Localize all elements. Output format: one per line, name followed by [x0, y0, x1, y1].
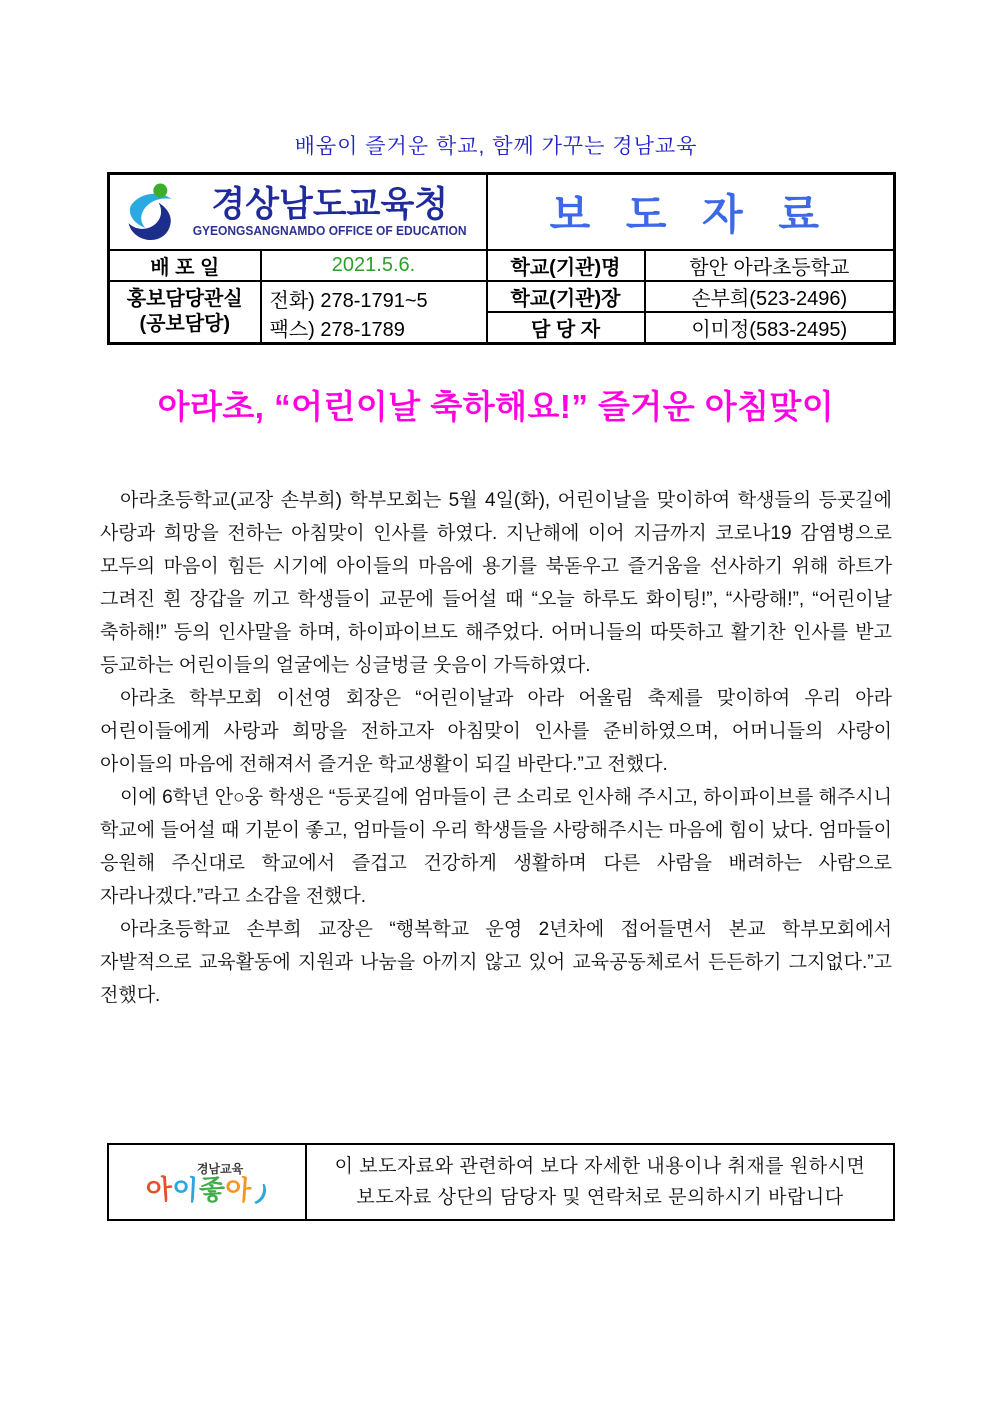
aijoa-char: 이 [171, 1174, 200, 1206]
contact-notice-row [108, 1144, 894, 1220]
phone-fax-cell [261, 281, 487, 344]
aijoa-logo-wordmark [145, 1174, 267, 1206]
school-head-value: 손부희(523-2496) [645, 281, 895, 312]
header-row-logo [109, 174, 895, 250]
article-body [100, 484, 892, 1012]
doc-type-label: 보 도 자 료 [549, 190, 831, 238]
contact-notice-box [107, 1143, 895, 1221]
aijoa-logo-top-label: 경남교육 [196, 1162, 244, 1176]
article-paragraph: 이에 6학년 안○웅 학생은 “등굣길에 엄마들이 큰 소리로 인사해 주시고, 하이파이브를 해주시니 학교에 들어설 때 기분이 좋고, 엄마들이 우리 학생들을 사랑해주시는 마음에 힘이 났다. 엄마들이 응원해 주신대로 학교에서 즐겁고 건강하게 생활하며 다른 사람을 배려하는 사람으로 자라나겠다.”라고 소감을 전했다. [100, 787, 892, 907]
article-paragraph: 아라초 학부모회 이선영 회장은 “어린이날과 아라 어울림 축제를 맞이하여 우리 아라 어린이들에게 사랑과 희망을 전하고자 아침맞이 인사를 준비하였으며, 어머니들의 사랑이 아이들의 마음에 전해져서 즐거운 학교생활이 되길 바란다.”고 전했다. [100, 688, 892, 775]
aijoa-char: 아 [223, 1174, 252, 1206]
aijoa-char: 좋 [197, 1174, 226, 1206]
aijoa-wave-icon [252, 1182, 268, 1204]
pr-office-label-line2: (공보담당) [139, 312, 231, 335]
press-release-header-table [107, 172, 896, 345]
org-name-value: 함안 아라초등학교 [645, 250, 895, 281]
contact-notice-line1: 이 보도자료와 관련하여 보다 자세한 내용이나 취재를 원하시면 [334, 1156, 866, 1177]
header-row-date [109, 250, 895, 281]
phone-value: 전화) 278-1791~5 [269, 289, 428, 312]
article-title: 아라초, “어린이날 축하해요!” 즐거운 아침맞이 [157, 388, 835, 425]
school-head-label: 학교(기관)장 [487, 281, 645, 312]
pr-office-label-line1: 홍보담당관실 [126, 287, 243, 310]
aijoa-logo [146, 1163, 267, 1204]
office-name-korean: 경상남도교육청 [211, 184, 449, 224]
header-row-head [109, 281, 895, 312]
fax-value: 팩스) 278-1789 [269, 318, 405, 341]
article-paragraph: 아라초등학교(교장 손부희) 학부모회는 5월 4일(화), 어린이날을 맞이하여 학생들의 등굣길에 사랑과 희망을 전하는 아침맞이 인사를 하였다. 지난해에 이어 지금까지 코로나19 감염병으로 모두의 마음이 힘든 시기에 아이들의 마음에 용기를 북돋우고 즐거움을 선사하기 위해 하트가 그려진 흰 장갑을 끼고 학생들이 교문에 들어설 때 “오늘 하루도 화이팅!”, “사랑해!”, “어린이날 축하해!” 등의 인사말을 하며, 하이파이브도 해주었다. 어머니들의 따뜻하고 활기찬 인사를 받고 등교하는 어린이들의 얼굴에는 싱글벙글 웃음이 가득하였다. [100, 490, 892, 676]
org-name-label: 학교(기관)명 [487, 250, 645, 281]
office-name-english: GYEONGSANGNAMDO OFFICE OF EDUCATION [192, 223, 467, 238]
manager-label: 담 당 자 [487, 312, 645, 344]
office-logo-cell [109, 174, 487, 250]
article-paragraph: 아라초등학교 손부희 교장은 “행복학교 운영 2년차에 접어들면서 본교 학부모회에서 자발적으로 교육활동에 지원과 나눔을 아끼지 않고 있어 교육공동체로서 든든하기 그지없다.”고 전했다. [100, 919, 892, 1006]
page-slogan: 배움이 즐거운 학교, 함께 가꾸는 경남교육 [294, 135, 698, 158]
doc-type-cell [487, 174, 895, 250]
manager-value: 이미정(583-2495) [645, 312, 895, 344]
release-date-value: 2021.5.6. [261, 250, 487, 281]
pr-office-label [109, 281, 261, 344]
footer-logo-cell [108, 1144, 306, 1220]
aijoa-char: 아 [145, 1174, 174, 1206]
office-of-education-logo-icon [123, 182, 179, 242]
release-date-label: 배 포 일 [109, 250, 261, 281]
contact-notice-text-cell [306, 1144, 894, 1220]
contact-notice-line2: 보도자료 상단의 담당자 및 연락처로 문의하시기 바랍니다 [356, 1187, 844, 1208]
